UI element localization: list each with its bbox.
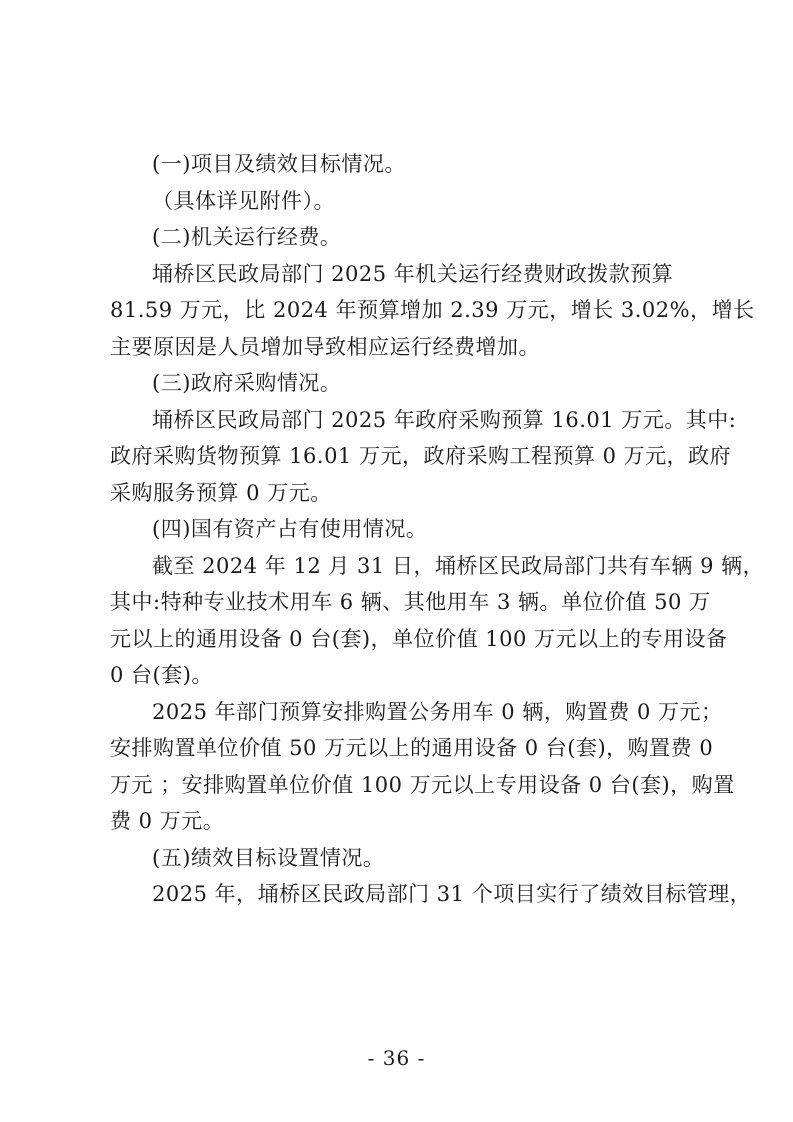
text-line: 埇桥区民政局部门 2025 年机关运行经费财政拨款预算: [152, 261, 674, 286]
text-line: 截至 2024 年 12 月 31 日，埇桥区民政局部门共有车辆 9 辆，: [152, 553, 765, 578]
text-line: （具体详见附件）。: [152, 188, 335, 213]
text-line: 费 0 万元。: [110, 809, 225, 833]
text-line: 政府采购货物预算 16.01 万元，政府采购工程预算 0 万元，政府: [110, 444, 732, 468]
text-line: 万元 ；安排购置单位价值 100 万元以上专用设备 0 台(套)，购置: [110, 772, 735, 797]
text-line: 2025 年，埇桥区民政局部门 31 个项目实行了绩效目标管理，: [152, 882, 752, 906]
page-number: - 36 -: [367, 1046, 426, 1070]
text-line: (二)机关运行经费。: [152, 225, 342, 249]
text-line: 主要原因是人员增加导致相应运行经费增加。: [110, 334, 540, 359]
text-line: 81.59 万元，比 2024 年预算增加 2.39 万元，增长 3.02%，增长: [110, 298, 755, 322]
paragraph-performance-targets: [110, 876, 752, 913]
paragraph-procurement: [110, 402, 737, 512]
text-line: 采购服务预算 0 万元。: [110, 480, 332, 505]
section-heading-performance-targets: [110, 840, 696, 877]
text-line: (四)国有资产占有使用情况。: [152, 517, 428, 541]
text-line: 元以上的通用设备 0 台(套)，单位价值 100 万元以上的专用设备: [110, 626, 728, 651]
section-heading-state-assets: [110, 511, 696, 548]
document-body: [110, 146, 765, 913]
text-line: (五)绩效目标设置情况。: [152, 845, 385, 870]
paragraph-see-attachment: [110, 183, 696, 220]
paragraph-operating-expenses: [110, 256, 755, 366]
text-line: 2025 年部门预算安排购置公务用车 0 辆，购置费 0 万元；: [152, 699, 723, 724]
text-line: (一)项目及绩效目标情况。: [152, 152, 406, 176]
text-line: 其中:特种专业技术用车 6 辆、其他用车 3 辆。单位价值 50 万: [110, 590, 711, 614]
text-line: 埇桥区民政局部门 2025 年政府采购预算 16.01 万元。其中:: [152, 407, 737, 432]
text-line: 0 台(套)。: [110, 663, 213, 687]
text-line: 安排购置单位价值 50 万元以上的通用设备 0 台(套)，购置费 0: [110, 736, 714, 760]
section-heading-operating-expenses: [110, 219, 696, 256]
text-line: (三)政府采购情况。: [152, 371, 342, 395]
section-heading-projects: [110, 146, 696, 183]
paragraph-state-assets: [110, 548, 765, 694]
paragraph-purchase-plan: [110, 694, 735, 840]
section-heading-procurement: [110, 365, 696, 402]
